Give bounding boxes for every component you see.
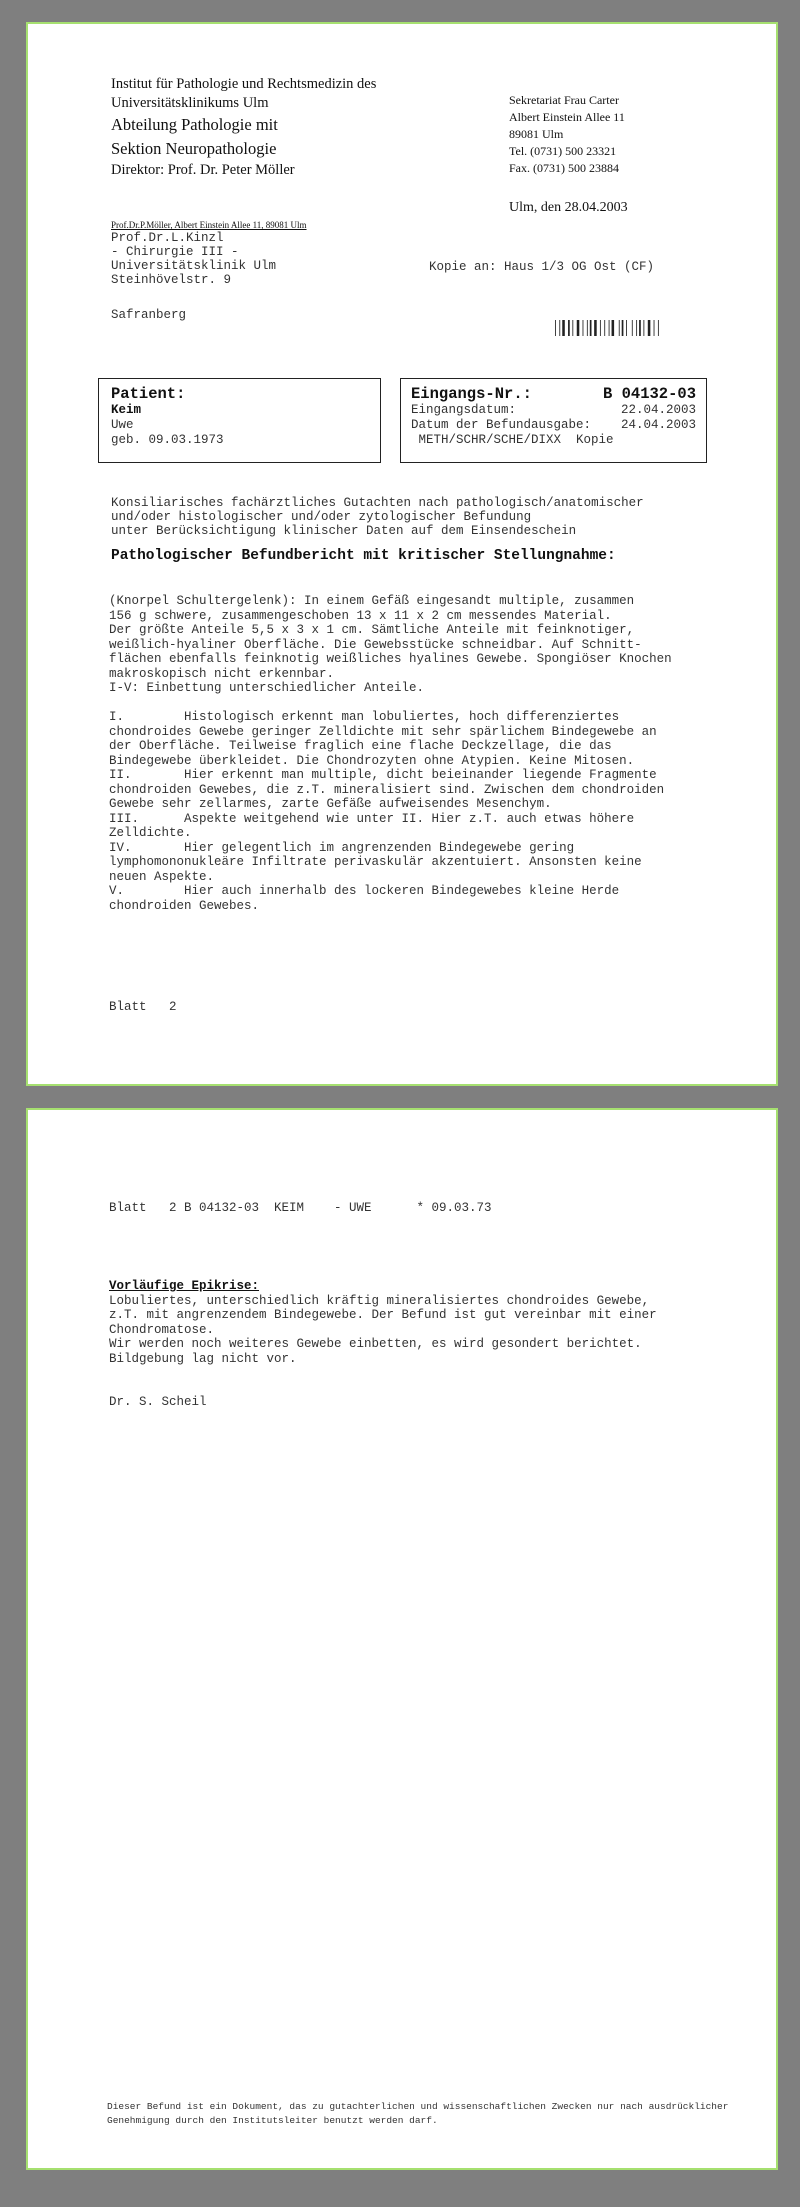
department-line: Abteilung Pathologie mit [111,115,278,134]
issued-label: Datum der Befundausgabe: [411,418,592,432]
text-line: I. Histologisch erkennt man lobuliertes, hoch differenziertes [109,710,620,724]
patient-surname: Keim [111,403,142,417]
text-line: chondroides Gewebe geringer Zelldichte mit sehr spärlichem Bindegewebe an [109,724,657,739]
text-line: Lobuliertes, unterschiedlich kräftig mineralisiertes chondroides Gewebe, [109,1293,650,1308]
text-line: Bindegewebe überkleidet. Die Chondrozyten ohne Atypien. Keine Mitosen. [109,753,635,768]
legal-footer [107,2100,728,2128]
copy-to: Kopie an: Haus 1/3 OG Ost (CF) [429,260,655,274]
text-line [109,696,672,711]
text-line: Bildgebung lag nicht vor. [109,1351,297,1366]
entry-codes: METH/SCHR/SCHE/DIXX Kopie [411,433,614,447]
report-page-2 [26,1108,778,2170]
return-address: Prof.Dr.P.Möller, Albert Einstein Allee 11, 89081 Ulm [111,220,307,230]
konsil-line: Konsiliarisches fachärztliches Gutachten nach pathologisch/anatomischer [111,496,644,510]
text-line: z.T. mit angrenzendem Bindegewebe. Der Befund ist gut vereinbar mit einer [109,1308,657,1322]
konsil-line: unter Berücksichtigung klinischer Daten auf dem Einsendeschein [111,524,577,538]
recipient-address [111,231,276,287]
text-line: chondroiden Gewebes, die z.T. mineralisiert sind. Zwischen dem chondroiden [109,782,665,797]
text-line: makroskopisch nicht erkennbar. [109,666,335,681]
secretariat-line: Sekretariat Frau Carter [509,93,619,107]
text-line: V. Hier auch innerhalb des lockeren Bindegewebes kleine Herde [109,884,620,898]
text-line: IV. Hier gelegentlich im angrenzenden Bindegewebe gering [109,840,575,855]
section-line: Sektion Neuropathologie [111,139,277,158]
text-line: 156 g schwere, zusammengeschoben 13 x 11 x 2 cm messendes Material. [109,608,612,623]
stain-label: Safranberg [111,308,187,322]
epikrise-title: Vorläufige Epikrise: [109,1279,260,1293]
patient-box [98,378,381,463]
text-line: II. Hier erkennt man multiple, dicht beieinander liegende Fragmente [109,768,657,782]
text-line: Gewebe sehr zellarmes, zarte Gefäße aufweisendes Mesenchym. [109,797,552,811]
received-date: 22.04.2003 [620,403,696,417]
text-line: I-V: Einbettung unterschiedlicher Anteile. [109,681,425,695]
footer-line: Genehmigung durch den Institutsleiter benutzt werden darf. [107,2115,438,2126]
recipient-line: Prof.Dr.L.Kinzl [111,231,224,245]
text-line: (Knorpel Schultergelenk): In einem Gefäß eingesandt multiple, zusammen [109,594,635,608]
date-line: Ulm, den 28.04.2003 [509,200,628,215]
page-header: Blatt 2 B 04132-03 KEIM - UWE * 09.03.73 [109,1201,492,1215]
report-page-1 [26,22,778,1086]
barcode-icon [555,320,691,336]
secretariat-line: 89081 Ulm [509,127,564,141]
entry-number: B 04132-03 [602,385,696,403]
epikrise-section [109,1279,657,1366]
sheet-number: Blatt 2 [109,1000,177,1014]
received-label: Eingangsdatum: [411,403,517,417]
entry-box [400,378,707,463]
recipient-line: Universitätsklinik Ulm [111,259,277,273]
institute-line: Institut für Pathologie und Rechtsmedizin des [111,76,377,92]
text-line: neuen Aspekte. [109,869,215,884]
report-heading: Pathologischer Befundbericht mit kritischer Stellungnahme: [111,548,616,564]
secretariat-block [509,92,625,177]
issued-date: 24.04.2003 [620,418,696,432]
text-line: Der größte Anteile 5,5 x 3 x 1 cm. Sämtliche Anteile mit feinknotiger, [109,623,635,637]
text-line: weißlich-hyaliner Oberfläche. Die Gewebsstücke schneidbar. Auf Schnitt- [109,637,642,652]
signature: Dr. S. Scheil [109,1395,207,1409]
text-line: flächen ebenfalls feinknotig weißliches hyalines Gewebe. Spongiöser Knochen [109,652,672,666]
secretariat-line: Albert Einstein Allee 11 [509,110,625,124]
patient-label: Patient: [111,385,186,403]
institute-line: Universitätsklinikums Ulm [111,95,269,111]
text-line: chondroiden Gewebes. [109,898,260,913]
findings-text [109,594,672,913]
patient-firstname: Uwe [111,418,134,432]
text-line: der Oberfläche. Teilweise fraglich eine flache Deckzellage, die das [109,739,612,753]
text-line: Wir werden noch weiteres Gewebe einbetten, es wird gesondert berichtet. [109,1337,642,1351]
konsil-text [111,496,644,538]
entry-label: Eingangs-Nr.: [411,385,532,403]
secretariat-phone: Tel. (0731) 500 23321 [509,144,617,158]
text-line: III. Aspekte weitgehend wie unter II. Hier z.T. auch etwas höhere [109,811,635,826]
text-line: Chondromatose. [109,1322,215,1337]
secretariat-fax: Fax. (0731) 500 23884 [509,161,619,175]
konsil-line: und/oder histologischer und/oder zytologischer Befundung [111,510,532,524]
text-line: Zelldichte. [109,826,192,840]
director-line: Direktor: Prof. Dr. Peter Möller [111,162,295,178]
footer-line: Dieser Befund ist ein Dokument, das zu gutachterlichen und wissenschaftlichen Zwecken nur nach ausdrücklicher [107,2101,729,2112]
institute-header [111,75,376,180]
patient-dob: geb. 09.03.1973 [111,433,224,447]
recipient-line: Steinhövelstr. 9 [111,273,232,287]
recipient-line: - Chirurgie III - [111,245,239,259]
text-line: lymphomononukleäre Infiltrate perivaskulär akzentuiert. Ansonsten keine [109,855,642,869]
